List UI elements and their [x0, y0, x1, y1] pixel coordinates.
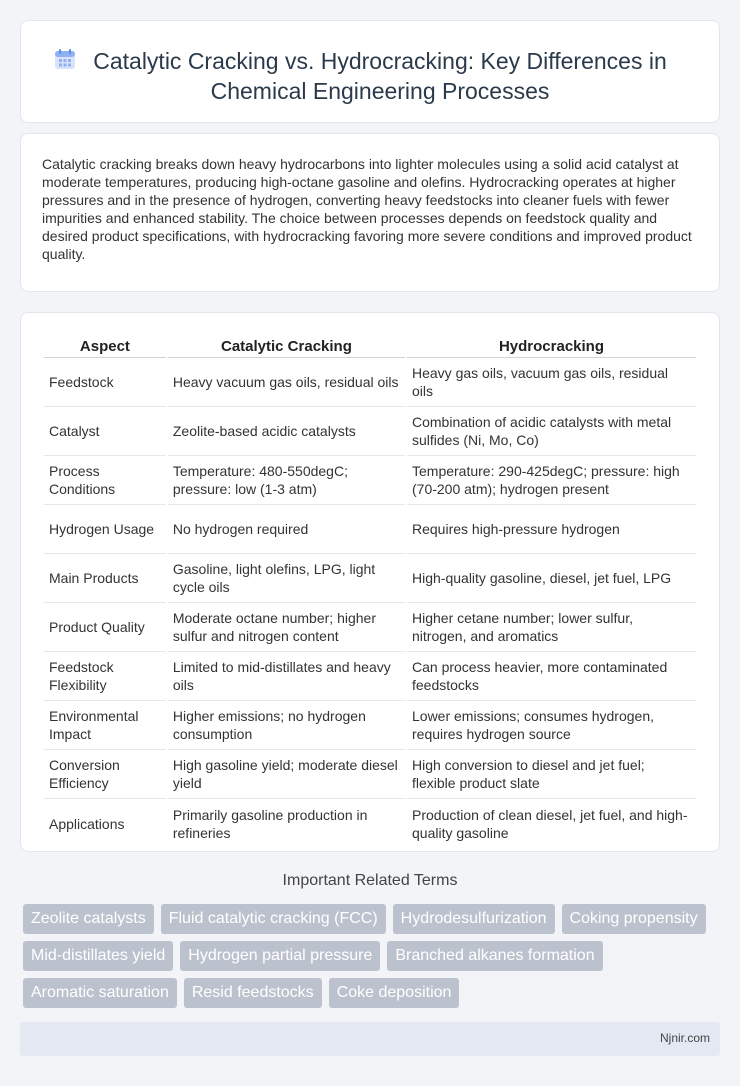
row-aspect: Main Products: [44, 554, 166, 603]
header-aspect: Aspect: [44, 336, 166, 358]
row-aspect: Process Conditions: [44, 456, 166, 505]
table-row: [44, 407, 696, 456]
row-catalytic-value: Moderate octane number; higher sulfur and nitrogen content: [168, 603, 405, 652]
intro-card: [20, 133, 720, 292]
row-aspect: Feedstock: [44, 358, 166, 407]
table-row: [44, 603, 696, 652]
row-hydrocracking-value: Production of clean diesel, jet fuel, and high-quality gasoline: [412, 806, 688, 841]
table-row: [44, 652, 696, 701]
footer: [20, 1022, 720, 1056]
related-term-tag[interactable]: Coke deposition: [329, 978, 460, 1008]
row-aspect: Catalyst: [44, 407, 166, 456]
row-catalytic-value: Higher emissions; no hydrogen consumption: [168, 701, 405, 750]
row-catalytic-value: High gasoline yield; moderate diesel yield: [168, 750, 405, 799]
related-term-tag[interactable]: Hydrogen partial pressure: [180, 941, 380, 971]
row-hydrocracking-value: Requires high-pressure hydrogen: [407, 505, 696, 554]
table-row: [44, 750, 696, 799]
row-catalytic-value: Temperature: 480-550degC; pressure: low (1-3 atm): [168, 456, 405, 505]
table-row: [44, 554, 696, 603]
row-catalytic-value: Zeolite-based acidic catalysts: [168, 407, 405, 456]
comparison-table: [42, 336, 698, 848]
row-aspect: Feedstock Flexibility: [44, 652, 166, 701]
table-row: [44, 701, 696, 750]
table-row: [44, 456, 696, 505]
header-hydrocracking: Hydrocracking: [407, 336, 696, 358]
row-hydrocracking-value: Can process heavier, more contaminated feedstocks: [407, 652, 696, 701]
related-terms-list: [23, 904, 723, 1008]
row-hydrocracking-value: High-quality gasoline, diesel, jet fuel, LPG: [407, 554, 696, 603]
footer-site-link[interactable]: Njnir.com: [659, 1031, 710, 1045]
row-aspect: Conversion Efficiency: [44, 750, 166, 799]
table-row: [44, 799, 696, 848]
related-term-tag[interactable]: Coking propensity: [562, 904, 706, 934]
related-term-tag[interactable]: Hydrodesulfurization: [393, 904, 555, 934]
intro-paragraph: Catalytic cracking breaks down heavy hydrocarbons into lighter molecules using a solid acid catalyst at moderate temperatures, producing high-octane gasoline and olefins. Hydrocracking operates at higher pressures and in the presence of hydrogen, converting heavy feedstocks into cleaner fuels with fewer impurities and enhanced stability. The choice between processes depends on feedstock quality and desired product specifications, with hydrocracking favoring more severe conditions and improved product quality.: [42, 156, 692, 262]
comparison-table-card: [20, 312, 720, 852]
related-terms-title: Important Related Terms: [282, 872, 458, 889]
row-hydrocracking-value: Combination of acidic catalysts with metal sulfides (Ni, Mo, Co): [407, 407, 696, 456]
row-catalytic-value: Heavy vacuum gas oils, residual oils: [168, 358, 405, 407]
row-aspect: Hydrogen Usage: [44, 505, 166, 554]
row-catalytic-value: Primarily gasoline production in refineries: [172, 806, 368, 841]
row-hydrocracking-value: Heavy gas oils, vacuum gas oils, residual oils: [407, 358, 696, 407]
row-hydrocracking-value: Temperature: 290-425degC; pressure: high (70-200 atm); hydrogen present: [407, 456, 696, 505]
related-term-tag[interactable]: Fluid catalytic cracking (FCC): [161, 904, 386, 934]
row-hydrocracking-value: Lower emissions; consumes hydrogen, requires hydrogen source: [407, 701, 696, 750]
related-term-tag[interactable]: Mid-distillates yield: [23, 941, 173, 971]
related-term-tag[interactable]: Resid feedstocks: [184, 978, 322, 1008]
row-catalytic-value: Limited to mid-distillates and heavy oils: [168, 652, 405, 701]
row-hydrocracking-value: Higher cetane number; lower sulfur, nitrogen, and aromatics: [407, 603, 696, 652]
header-catalytic-cracking: Catalytic Cracking: [168, 336, 405, 358]
row-catalytic-value: Gasoline, light olefins, LPG, light cycle oils: [168, 554, 405, 603]
row-aspect: Environmental Impact: [44, 701, 166, 750]
related-term-tag[interactable]: Branched alkanes formation: [387, 941, 602, 971]
row-aspect: Product Quality: [44, 603, 166, 652]
title-card: [20, 20, 720, 123]
related-term-tag[interactable]: Aromatic saturation: [23, 978, 177, 1008]
page-title: Catalytic Cracking vs. Hydrocracking: Key Differences in Chemical Engineering Processes: [93, 48, 667, 104]
table-row: [44, 358, 696, 407]
row-catalytic-value: No hydrogen required: [168, 505, 405, 554]
row-hydrocracking-value: High conversion to diesel and jet fuel; flexible product slate: [407, 750, 696, 799]
related-term-tag[interactable]: Zeolite catalysts: [23, 904, 154, 934]
table-header-row: [44, 336, 696, 358]
row-aspect: Applications: [49, 815, 125, 832]
table-row: [44, 505, 696, 554]
